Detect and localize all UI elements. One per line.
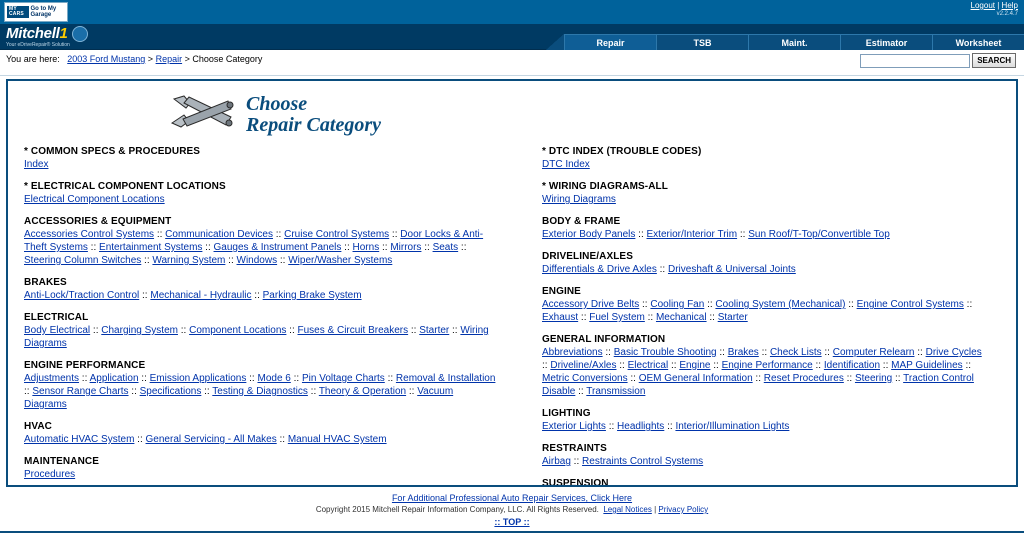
category-links xyxy=(24,289,498,302)
link-separator: :: xyxy=(963,299,973,310)
category-link[interactable]: Horns xyxy=(352,242,380,253)
category-heading: ACCESSORIES & EQUIPMENT xyxy=(24,216,172,227)
link-separator: :: xyxy=(845,299,857,310)
link-separator: :: xyxy=(79,373,90,384)
main-nav-tabs xyxy=(546,24,1024,50)
search-input[interactable] xyxy=(860,54,970,68)
category-link[interactable]: Accessory Drive Belts xyxy=(542,299,640,310)
category-block xyxy=(542,181,986,206)
pro-services-link[interactable]: For Additional Professional Auto Repair Services, Click Here xyxy=(391,493,633,503)
breadcrumb-current: Choose Category xyxy=(192,54,263,64)
link-separator: :: xyxy=(154,229,166,240)
link-separator: :: xyxy=(821,347,833,358)
link-separator: :: xyxy=(704,299,716,310)
link-separator: :: xyxy=(139,290,151,301)
category-link[interactable]: Adjustments xyxy=(24,373,80,384)
page-footer xyxy=(0,487,1024,527)
my-cars-logo: MY CARS xyxy=(7,6,29,19)
my-garage-label: Go to My Garage xyxy=(30,5,57,18)
link-separator: :: xyxy=(225,255,237,266)
link-separator: :: xyxy=(128,386,140,397)
category-link[interactable]: Body Electrical xyxy=(24,325,91,336)
category-link[interactable]: Wiper/Washer Systems xyxy=(288,255,393,266)
breadcrumb-vehicle-link[interactable]: 2003 Ford Mustang xyxy=(67,54,146,64)
link-separator: :: xyxy=(290,373,302,384)
category-link[interactable]: Charging System xyxy=(101,325,178,336)
link-separator: :: xyxy=(575,386,587,397)
logout-link[interactable]: Logout xyxy=(970,1,995,10)
link-separator: :: xyxy=(276,434,288,445)
category-link[interactable]: Mechanical - Hydraulic xyxy=(150,290,252,301)
category-heading: LIGHTING xyxy=(542,408,591,419)
category-link[interactable]: Starter xyxy=(717,312,748,323)
category-links xyxy=(542,420,986,433)
category-link[interactable]: Removal & Installation xyxy=(395,373,496,384)
copyright-text: Copyright 2015 Mitchell Repair Information Company, LLC. All Rights Reserved. xyxy=(315,505,599,514)
category-links xyxy=(24,324,498,350)
category-links xyxy=(542,158,986,171)
category-link[interactable]: Metric Conversions xyxy=(542,373,628,384)
tab-tsb[interactable]: TSB xyxy=(656,34,748,50)
top-bar xyxy=(0,0,1024,24)
link-separator: :: xyxy=(421,242,433,253)
category-link[interactable]: Differentials & Drive Axles xyxy=(542,264,657,275)
category-link[interactable]: Mechanical xyxy=(655,312,707,323)
link-separator: :: xyxy=(656,264,668,275)
link-separator: :: xyxy=(644,312,656,323)
brand-logo[interactable] xyxy=(6,26,88,48)
category-link[interactable]: Identification xyxy=(823,360,881,371)
wrench-icon xyxy=(170,93,236,136)
link-separator: :: xyxy=(605,421,618,432)
category-link[interactable]: Component Locations xyxy=(189,325,287,336)
category-link[interactable]: Mode 6 xyxy=(257,373,291,384)
category-link[interactable]: Windows xyxy=(236,255,278,266)
privacy-policy-link[interactable]: Privacy Policy xyxy=(658,505,709,514)
category-block xyxy=(542,443,986,468)
link-separator: :: xyxy=(449,325,461,336)
category-links xyxy=(24,193,498,206)
category-link[interactable]: Driveshaft & Universal Joints xyxy=(667,264,796,275)
tab-estimator[interactable]: Estimator xyxy=(840,34,932,50)
help-link[interactable]: Help xyxy=(1001,1,1018,10)
link-separator: :: xyxy=(177,325,190,336)
category-links xyxy=(542,346,986,398)
category-heading: ELECTRICAL xyxy=(24,312,89,323)
category-link[interactable]: Reset Procedures xyxy=(763,373,844,384)
category-link[interactable]: Fuel System xyxy=(589,312,645,323)
link-separator: :: xyxy=(737,229,749,240)
category-heading: HVAC xyxy=(24,421,52,432)
link-separator: :: xyxy=(812,360,824,371)
category-link[interactable]: Gauges & Instrument Panels xyxy=(213,242,342,253)
category-link[interactable]: Theory & Operation xyxy=(318,386,407,397)
link-separator: :: xyxy=(716,347,728,358)
category-link[interactable]: Pin Voltage Charts xyxy=(301,373,385,384)
category-link[interactable]: Sun Roof/T-Top/Convertible Top xyxy=(748,229,890,240)
page-title-line2: Repair Category xyxy=(246,113,381,136)
category-block xyxy=(542,251,986,276)
breadcrumb-prefix: You are here: xyxy=(6,54,60,64)
category-link[interactable]: Driveline/Axles xyxy=(550,360,617,371)
category-heading: MAINTENANCE xyxy=(24,456,99,467)
category-link[interactable]: Specifications xyxy=(139,386,202,397)
category-link[interactable]: Automatic HVAC System xyxy=(24,434,135,445)
category-link[interactable]: Wiring Diagrams xyxy=(542,194,616,205)
tab-maint[interactable]: Maint. xyxy=(748,34,840,50)
category-links xyxy=(542,298,986,324)
link-separator: :: xyxy=(752,373,764,384)
tab-repair[interactable]: Repair xyxy=(564,34,656,50)
link-separator: :: xyxy=(542,360,551,371)
link-separator: :: xyxy=(635,229,647,240)
category-link[interactable]: Steering xyxy=(854,373,893,384)
top-right-links xyxy=(971,1,1018,17)
category-heading: BRAKES xyxy=(24,277,67,288)
link-separator: :: xyxy=(668,360,680,371)
link-separator: :: xyxy=(87,242,100,253)
category-link[interactable]: Entertainment Systems xyxy=(99,242,203,253)
top-link-separator: | xyxy=(997,1,1000,10)
link-separator: :: xyxy=(578,312,590,323)
link-separator: :: xyxy=(914,347,926,358)
tab-worksheet[interactable]: Worksheet xyxy=(932,34,1024,50)
category-links xyxy=(24,433,498,446)
content-inner xyxy=(8,81,1016,487)
category-block xyxy=(24,216,498,267)
category-links xyxy=(542,193,986,206)
link-separator: :: xyxy=(141,255,153,266)
category-link[interactable]: Exhaust xyxy=(542,312,579,323)
link-separator: :: xyxy=(962,360,972,371)
link-separator: :: xyxy=(246,373,258,384)
link-separator: :: xyxy=(24,386,33,397)
category-link[interactable]: Traction Control Disable xyxy=(542,373,974,397)
category-links xyxy=(24,372,498,411)
category-link[interactable]: Electrical Component Locations xyxy=(24,194,165,205)
category-heading: * COMMON SPECS & PROCEDURES xyxy=(24,146,201,157)
breadcrumb-sep-1: > xyxy=(147,54,154,64)
link-separator: :: xyxy=(341,242,353,253)
category-link[interactable]: Engine Control Systems xyxy=(856,299,964,310)
category-block xyxy=(542,334,986,398)
link-separator: :: xyxy=(408,325,420,336)
brand-name-row xyxy=(6,26,88,42)
category-link[interactable]: Airbag xyxy=(542,456,571,467)
link-separator: :: xyxy=(202,242,214,253)
category-link[interactable]: Restraints Control Systems xyxy=(582,456,704,467)
link-separator: :: xyxy=(570,456,583,467)
link-separator: :: xyxy=(286,325,298,336)
category-link[interactable]: Index xyxy=(24,159,49,170)
link-separator: :: xyxy=(90,325,102,336)
category-links xyxy=(542,228,986,241)
category-link[interactable]: Accessories Control Systems xyxy=(24,229,155,240)
brand-badge-icon xyxy=(72,26,88,42)
link-separator: :: xyxy=(758,347,770,358)
link-separator: :: xyxy=(616,360,628,371)
brand-tagline: Your eDriveRepair® Solution xyxy=(6,42,70,48)
footer-top-line xyxy=(0,517,1024,527)
category-link[interactable]: Vacuum Diagrams xyxy=(24,386,454,410)
content-frame xyxy=(6,79,1018,487)
category-heading: * ELECTRICAL COMPONENT LOCATIONS xyxy=(24,181,226,192)
category-link[interactable]: Engine Performance xyxy=(721,360,813,371)
category-heading: BODY & FRAME xyxy=(542,216,621,227)
category-block xyxy=(24,421,498,446)
category-link[interactable]: Procedures xyxy=(24,469,76,480)
category-link[interactable]: Electrical xyxy=(627,360,669,371)
category-link[interactable]: Cooling System (Mechanical) xyxy=(715,299,846,310)
category-link[interactable]: Warning System xyxy=(152,255,226,266)
category-columns xyxy=(20,146,1004,487)
link-separator: :: xyxy=(602,347,614,358)
category-link[interactable]: Computer Relearn xyxy=(832,347,915,358)
category-block xyxy=(24,146,498,171)
category-link[interactable]: Fuses & Circuit Breakers xyxy=(297,325,409,336)
link-separator: :: xyxy=(277,255,289,266)
category-link[interactable]: Wiring Diagrams xyxy=(24,325,489,349)
category-link[interactable]: Exterior/Interior Trim xyxy=(646,229,738,240)
footer-sep: | xyxy=(654,505,657,514)
category-link[interactable]: Communication Devices xyxy=(165,229,273,240)
link-separator: :: xyxy=(251,290,263,301)
content-frame-wrapper xyxy=(0,76,1024,487)
category-link[interactable]: Starter xyxy=(419,325,450,336)
breadcrumb-repair-link[interactable]: Repair xyxy=(155,54,183,64)
category-block xyxy=(542,216,986,241)
category-heading: * DTC INDEX (TROUBLE CODES) xyxy=(542,146,702,157)
category-link[interactable]: Engine xyxy=(679,360,711,371)
link-separator: :: xyxy=(843,373,855,384)
category-block xyxy=(24,312,498,350)
link-separator: :: xyxy=(134,434,146,445)
link-separator: :: xyxy=(379,242,391,253)
category-heading: GENERAL INFORMATION xyxy=(542,334,666,345)
category-link[interactable]: Exterior Body Panels xyxy=(542,229,636,240)
category-link[interactable]: Exterior Lights xyxy=(542,421,606,432)
link-separator: :: xyxy=(406,386,418,397)
brand-name: Mitchell xyxy=(6,25,60,42)
brand-dot: 1 xyxy=(59,25,68,42)
category-link[interactable]: Seats xyxy=(432,242,459,253)
link-separator: :: xyxy=(880,360,892,371)
category-heading: DRIVELINE/AXLES xyxy=(542,251,633,262)
brand-bar xyxy=(0,24,1024,50)
link-separator: :: xyxy=(706,312,718,323)
breadcrumb-row xyxy=(0,50,1024,76)
category-links xyxy=(542,263,986,276)
link-separator: :: xyxy=(664,421,676,432)
category-block xyxy=(542,408,986,433)
category-link[interactable]: Application xyxy=(89,373,139,384)
link-separator: :: xyxy=(307,386,319,397)
page-title-line1: Choose xyxy=(246,92,308,115)
footer-pro-line xyxy=(0,493,1024,503)
category-link[interactable]: Transmission xyxy=(586,386,646,397)
category-link[interactable]: OEM General Information xyxy=(638,373,753,384)
link-separator: :: xyxy=(138,373,150,384)
category-link[interactable]: MAP Guidelines xyxy=(891,360,963,371)
category-block xyxy=(24,360,498,411)
breadcrumb-sep-2: > xyxy=(184,54,190,64)
category-link[interactable]: Cruise Control Systems xyxy=(284,229,390,240)
my-garage-button[interactable] xyxy=(4,2,68,22)
nav-slant-decoration xyxy=(546,34,564,50)
search-button[interactable]: SEARCH xyxy=(972,53,1016,68)
link-separator: :: xyxy=(710,360,722,371)
category-link[interactable]: Door Locks & Anti-Theft Systems xyxy=(24,229,484,253)
category-heading: ENGINE xyxy=(542,286,581,297)
category-block xyxy=(542,286,986,324)
link-separator: :: xyxy=(458,242,467,253)
category-link[interactable]: Cooling Fan xyxy=(650,299,705,310)
category-link[interactable]: Parking Brake System xyxy=(262,290,362,301)
page-title-area xyxy=(20,89,1004,146)
category-links xyxy=(24,468,498,481)
link-separator: :: xyxy=(892,373,904,384)
link-separator: :: xyxy=(639,299,651,310)
link-separator: :: xyxy=(389,229,401,240)
version-label: v2.2.4.7 xyxy=(996,11,1018,17)
category-link[interactable]: Sensor Range Charts xyxy=(32,386,129,397)
link-separator: :: xyxy=(273,229,285,240)
category-column-left xyxy=(24,146,512,487)
category-block xyxy=(24,181,498,206)
category-link[interactable]: General Servicing - All Makes xyxy=(145,434,277,445)
category-link[interactable]: Mirrors xyxy=(390,242,422,253)
category-block xyxy=(542,146,986,171)
category-heading: SUSPENSION xyxy=(542,478,609,487)
category-column-right xyxy=(512,146,1000,487)
category-link[interactable]: Drive Cycles xyxy=(925,347,982,358)
category-links xyxy=(24,158,498,171)
category-link[interactable]: Anti-Lock/Traction Control xyxy=(24,290,140,301)
category-links xyxy=(24,228,498,267)
category-block xyxy=(24,277,498,302)
category-link[interactable]: Emission Applications xyxy=(149,373,247,384)
category-link[interactable]: Headlights xyxy=(617,421,665,432)
category-link[interactable]: DTC Index xyxy=(542,159,590,170)
link-separator: :: xyxy=(627,373,639,384)
category-heading: * WIRING DIAGRAMS-ALL xyxy=(542,181,668,192)
category-link[interactable]: Brakes xyxy=(727,347,759,358)
legal-notices-link[interactable]: Legal Notices xyxy=(603,505,652,514)
category-link[interactable]: Testing & Diagnostics xyxy=(212,386,308,397)
category-link[interactable]: Manual HVAC System xyxy=(287,434,387,445)
footer-copyright-line xyxy=(0,505,1024,514)
page-title xyxy=(246,94,381,136)
category-link[interactable]: Steering Column Switches xyxy=(24,255,142,266)
category-link[interactable]: Abbreviations xyxy=(542,347,603,358)
category-block xyxy=(542,478,986,487)
category-block xyxy=(24,456,498,481)
link-separator: :: xyxy=(201,386,213,397)
category-links xyxy=(542,455,986,468)
category-link[interactable]: Check Lists xyxy=(769,347,822,358)
category-heading: ENGINE PERFORMANCE xyxy=(24,360,146,371)
back-to-top-link[interactable]: :: TOP :: xyxy=(494,517,530,527)
category-heading: RESTRAINTS xyxy=(542,443,607,454)
category-link[interactable]: Basic Trouble Shooting xyxy=(613,347,717,358)
category-link[interactable]: Interior/Illumination Lights xyxy=(675,421,790,432)
link-separator: :: xyxy=(384,373,396,384)
search-area xyxy=(860,53,1016,68)
